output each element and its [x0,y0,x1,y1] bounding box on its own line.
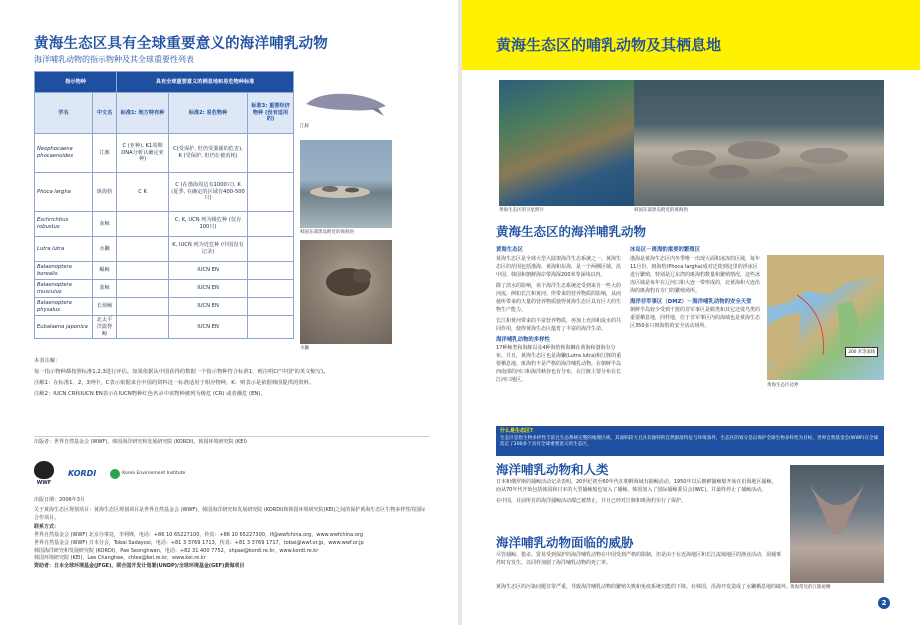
kei-logo-mark [110,469,120,479]
table-row [35,212,294,237]
seals-caption: 韩国东部黑岛附近的斑海豹 [300,230,354,235]
col-criterion-2: 标准2: 易危物种 [168,93,247,134]
cell-c3 [248,134,294,173]
table-header-cols [35,93,294,134]
page-number: 2 [878,597,890,609]
publisher-line: 出版者：世界自然基金会 (WWF)，韩国海洋研究和发展研究院 (KORDI)，韩国环境研究院 (KEI) [34,439,247,445]
cell-c2: C, K, UCN 列为极危种 (仅存100只) [168,212,247,237]
project-about: 关于黄海生态区规划项目：黄海生态区规划项目是世界自然基金会 (WWF)，韩国海洋研究和发展研究院 (KORDI)和韩国环境研究院(KEI)之间的保护黄海生态区生物多样性的国际合作项目。 [34,506,426,521]
table-row [35,134,294,173]
faq-answer: 生态区是指生物多样性丰富且生态系统完整的地理区域，其面积较大且具有独特的自然群落特征与环境条件，生态区的划分是以保护全球生物多样性为目标，世界自然基金会(WWF)在全球选定了200多个具有全球重要意义的生态区。 [500,435,879,448]
ice-zone-heading: 冰岛区－斑海豹重要的繁殖区 [630,247,701,253]
table-header-top [35,72,294,93]
cell-c2: IUCN EN [168,262,247,280]
cell-c2: K, IUCN 列为近危种 (中国没有记录) [168,237,247,262]
note-line: 每一指示物种都按照标准1,2,3进行评估。如果依据从中国获得的数据一个指示物种符合标准1，则注明C("中国"的英文缩写)。 [34,369,329,375]
table-row [35,237,294,262]
otter-photo [300,240,392,344]
section-mammals-humans-title: 海洋哺乳动物和人类 [496,462,609,477]
paragraph: 日本和俄罗斯的捕鲸活动记录表明，20世纪初至60年代在朝鲜海域有捕鲸活动。1950年以后朝鲜捕鲸船开始在沿海地区捕鲸，而从70年代开始包括韩国和日本的大型捕鲸船也加入了捕鲸，韩国加入了国际捕鲸委员会(IWC)，并最终停止了捕鲸活动。 [496,479,777,493]
faq-question: 什么是生态区? [500,428,533,434]
indicator-species-table [34,71,294,339]
contact-line: 世界自然基金会 (WWF) 北京办事处，李利锋，电话：+86 10 65227100，传真：+86 10 65227300，lf@wwfchina.org，www.wwfchina.org [34,532,364,538]
mammals-humans-text [496,478,781,508]
paragraph: 尽管捕鲸、猎杀、贸易受到保护的海洋哺乳动物在中国受到严格的限制，但是由于在近海地区和长江流域地区的渔业活动，误捕事件时有发生，以同样加剧了海洋哺乳动物的死亡率。 [496,552,782,566]
cell-c1: C K [117,173,169,212]
col-criterion-3: 标准3: 重要经济物种 (没有适用的) [248,93,294,134]
section-threats-title: 海洋哺乳动物面临的威胁 [496,535,634,550]
cell-sci: Balaenoptera borealis [35,262,93,280]
cell-cn: 北太平洋露脊鲸 [92,316,116,339]
cell-cn: 长须鲸 [92,298,116,316]
partner-logos [34,461,185,486]
cell-c3 [248,173,294,212]
cell-sci: Eschrichtius robustus [35,212,93,237]
sponsors-line: 资助者：日本全球环境基金(JFGE)，联合国开发计划署(UNDP)/全球环境基金(GEF)黄海项目 [34,563,245,569]
threats-text-2 [496,583,886,594]
seals-on-rocks-photo [634,80,884,206]
left-page [0,0,458,625]
cell-cn: 蓝鲸 [92,280,116,298]
cell-cn: 江豚 [92,134,116,173]
cell-sci: Neophocaena phocaenoides [35,134,93,173]
contact-line: 韩国海洋研究和发展研究院 (KORDI)，Pae Seonghwan，电话：+82 31 400 7752，shpae@kordi.re.kr，www.kordi.re.kr [34,547,319,554]
paragraph: 朝鲜半岛较少受到干扰的非军事区是鹤类和其它迁徙鸟类的重要栖息地，同样地，位于非军事区内的海域也是黄海生态区350多只斑海豹的安全活动场所。 [630,307,761,330]
table-row [35,316,294,339]
cell-cn: 斑海豹 [92,173,116,212]
cell-c3 [248,212,294,237]
cell-c1 [117,262,169,280]
finless-porpoise-photo [300,82,392,122]
map-caption: 黄海生态区边界 [767,383,799,388]
left-page-title: 黄海生态区具有全球重要意义的海洋哺乳动物 [34,36,328,52]
wwf-panda-logo [34,461,54,479]
cell-c2: C(受保护, 但仍受滥捕的危害), K (受保护, 但仍在被消耗) [168,134,247,173]
notes-heading: 本表注解: [34,358,57,364]
cell-sci: Eubalaena japonica [35,316,93,339]
paragraph: 17种鲸类和海豚以及4种海豹和海狮在黄海和渤海有分布。并且，黄海生态区也是海獭(Lutra lutra)和江豚的重要栖息地。斑海豹不是严格的海洋哺乳动物，在朝鲜半岛西南部的河口和海洋峡谷也有分布，在江豚主要分布在长江河口地区。 [496,345,622,384]
cell-c3 [248,237,294,262]
otter-caption: 水獭 [300,346,309,351]
note-line: 注解2：IUCN CR和IUCN EN表示在IUCN物种红色名录中该物种被列为极危 (CR) 或者濒危 (EN)。 [34,391,266,397]
species-table-subtitle: 海洋哺乳动物的指示物种及其全球重要性列表 [34,55,194,64]
article-column-2 [630,243,760,333]
paragraph: 黄海生态区是全球大型大陆架海洋生态系统之一。黄海生态区的范围包括渤海、黄海和东海，是一个两侧区域，沿中国、韩国和朝鲜海岸带海深200米等深线以内。 [496,255,622,278]
section-marine-mammals-title: 黄海生态区的海洋哺乳动物 [496,224,647,239]
cell-cn: 灰鲸 [92,212,116,237]
publish-date: 出版日期：2006年3月 [34,497,85,503]
wwf-logo-text: WWF [36,480,52,486]
header-indicator-species: 指示物种 [35,72,117,93]
cell-c3 [248,262,294,280]
cell-sci: Phoca largha [35,173,93,212]
cell-c1 [117,280,169,298]
kordi-logo: KORDI [68,469,97,478]
col-scientific-name: 学名 [35,93,93,134]
contacts-heading: 联系方式： [34,524,60,531]
cell-c1 [117,316,169,339]
porpoise-tail-photo [790,465,884,583]
cell-c2: IUCN EN [168,280,247,298]
isobath-label: 200 米等深线 [845,347,878,357]
ecoregion-map [767,255,884,380]
what-is-ecoregion-box [496,426,884,456]
cell-c3 [248,316,294,339]
paragraph: 黄海生态区的污染问题非常严重，导致海洋哺乳动物的繁殖失败和免疫系统功能的下降。在韩国，沿海开发造成了水獭栖息地的破坏。 [496,584,792,590]
tail-caption: 黄海常见的江豚尾鳍 [790,585,831,590]
col-criterion-1: 标准1: 地方特有种 [117,93,169,134]
table-row [35,280,294,298]
paragraph: 长江和黄河带来的丰富营养物质，再加上充沛和流水的共同作用，使得黄海生态区蕴育了丰富的海洋生命。 [496,317,622,332]
cell-c2: C (在渤海周边有1000只), K (夏季, 在确定的区域有400-500只) [168,173,247,212]
publication-info [34,436,429,597]
cell-c1 [117,298,169,316]
cell-c2: IUCN EN [168,298,247,316]
table-row [35,262,294,280]
diversity-heading: 海洋哺乳动物的多样性 [496,336,550,343]
cell-c1 [117,212,169,237]
note-line: 注解1：在标准1、2、3列中，C表示依据来自中国的资料这一标准适用于相应物种，K：则表示是依据韩国提供的资料。 [34,380,315,386]
header-criteria: 具有全球重要意义的栖息地和易危物种标准 [117,72,294,93]
cell-c3 [248,280,294,298]
cell-c2: IUCN EN [168,316,247,339]
cell-sci: Balaenoptera physalus [35,298,93,316]
satellite-caption: 黄海生态区的卫星照片 [499,208,544,213]
right-page-title: 黄海生态区的哺乳动物及其栖息地 [496,36,722,54]
porpoise-caption: 江豚 [300,124,309,129]
cell-c3 [248,298,294,316]
kei-logo-text: Korea Environment Institute [122,471,186,476]
kei-logo [110,469,185,479]
cell-cn: 鳁鲸 [92,262,116,280]
threats-text [496,551,781,570]
contact-line: 世界自然基金会 (WWF) 日本分会，Tobai Sadayosi，电话：+81 3 3769 1713，传真：+81 3 3769 1717，tobai@wwf.or.jp，www.wwf.or.jp [34,539,364,546]
contact-line: 韩国环境研究院 (KEI)，Lee Changhee，chlee@kei.re.kr，www.kei.re.kr [34,555,206,562]
cell-sci: Lutra lutra [35,237,93,262]
cell-sci: Balaenoptera musculus [35,280,93,298]
cell-c1: C (亚种), K1周期DNA分析认确定亚种) [117,134,169,173]
table-row [35,298,294,316]
ecoregion-heading: 黄海生态区 [496,247,523,253]
seals-rocks-caption: 韩国东部黑岛附近的斑海豹 [634,208,688,213]
table-notes [34,357,429,401]
satellite-photo [499,80,634,206]
paragraph: 渤海是黄海生态区内冬季唯一出现大面积冰冻的区域，每年11月份，斑海豹(Phoca largha)成对迁徙到这里的浮冰区进行繁殖，特别是辽东湾的斑海豹数量和繁殖情况。这些冰冻区域是每年在辽河口和大连一带形成的，北黄海和大连沿海的斑海豹有专门的繁殖场所。 [630,255,761,294]
article-column-1 [496,243,624,387]
cell-cn: 水獭 [92,237,116,262]
cell-c1 [117,237,169,262]
paragraph: 除了淡水的影响，该个海洋生态系统还受到来自一些大的河流，例如长江和黄河。所带来的营养物质的影响，从而使所带来的大量的营养物质使得黄海生态区具有巨大的生物生产能力。 [496,282,622,313]
col-chinese-name: 中文名 [92,93,116,134]
dmz-heading: 海洋非军事区（DMZ）－海洋哺乳动物的安全天堂 [630,298,752,305]
table-row [35,173,294,212]
right-page [462,0,920,625]
seals-photo [300,140,392,228]
paragraph: 在中国，目前所有的海洋捕鲸活动都已被禁止，并且已经对江豚和斑海豹实行了保护。 [496,498,687,504]
